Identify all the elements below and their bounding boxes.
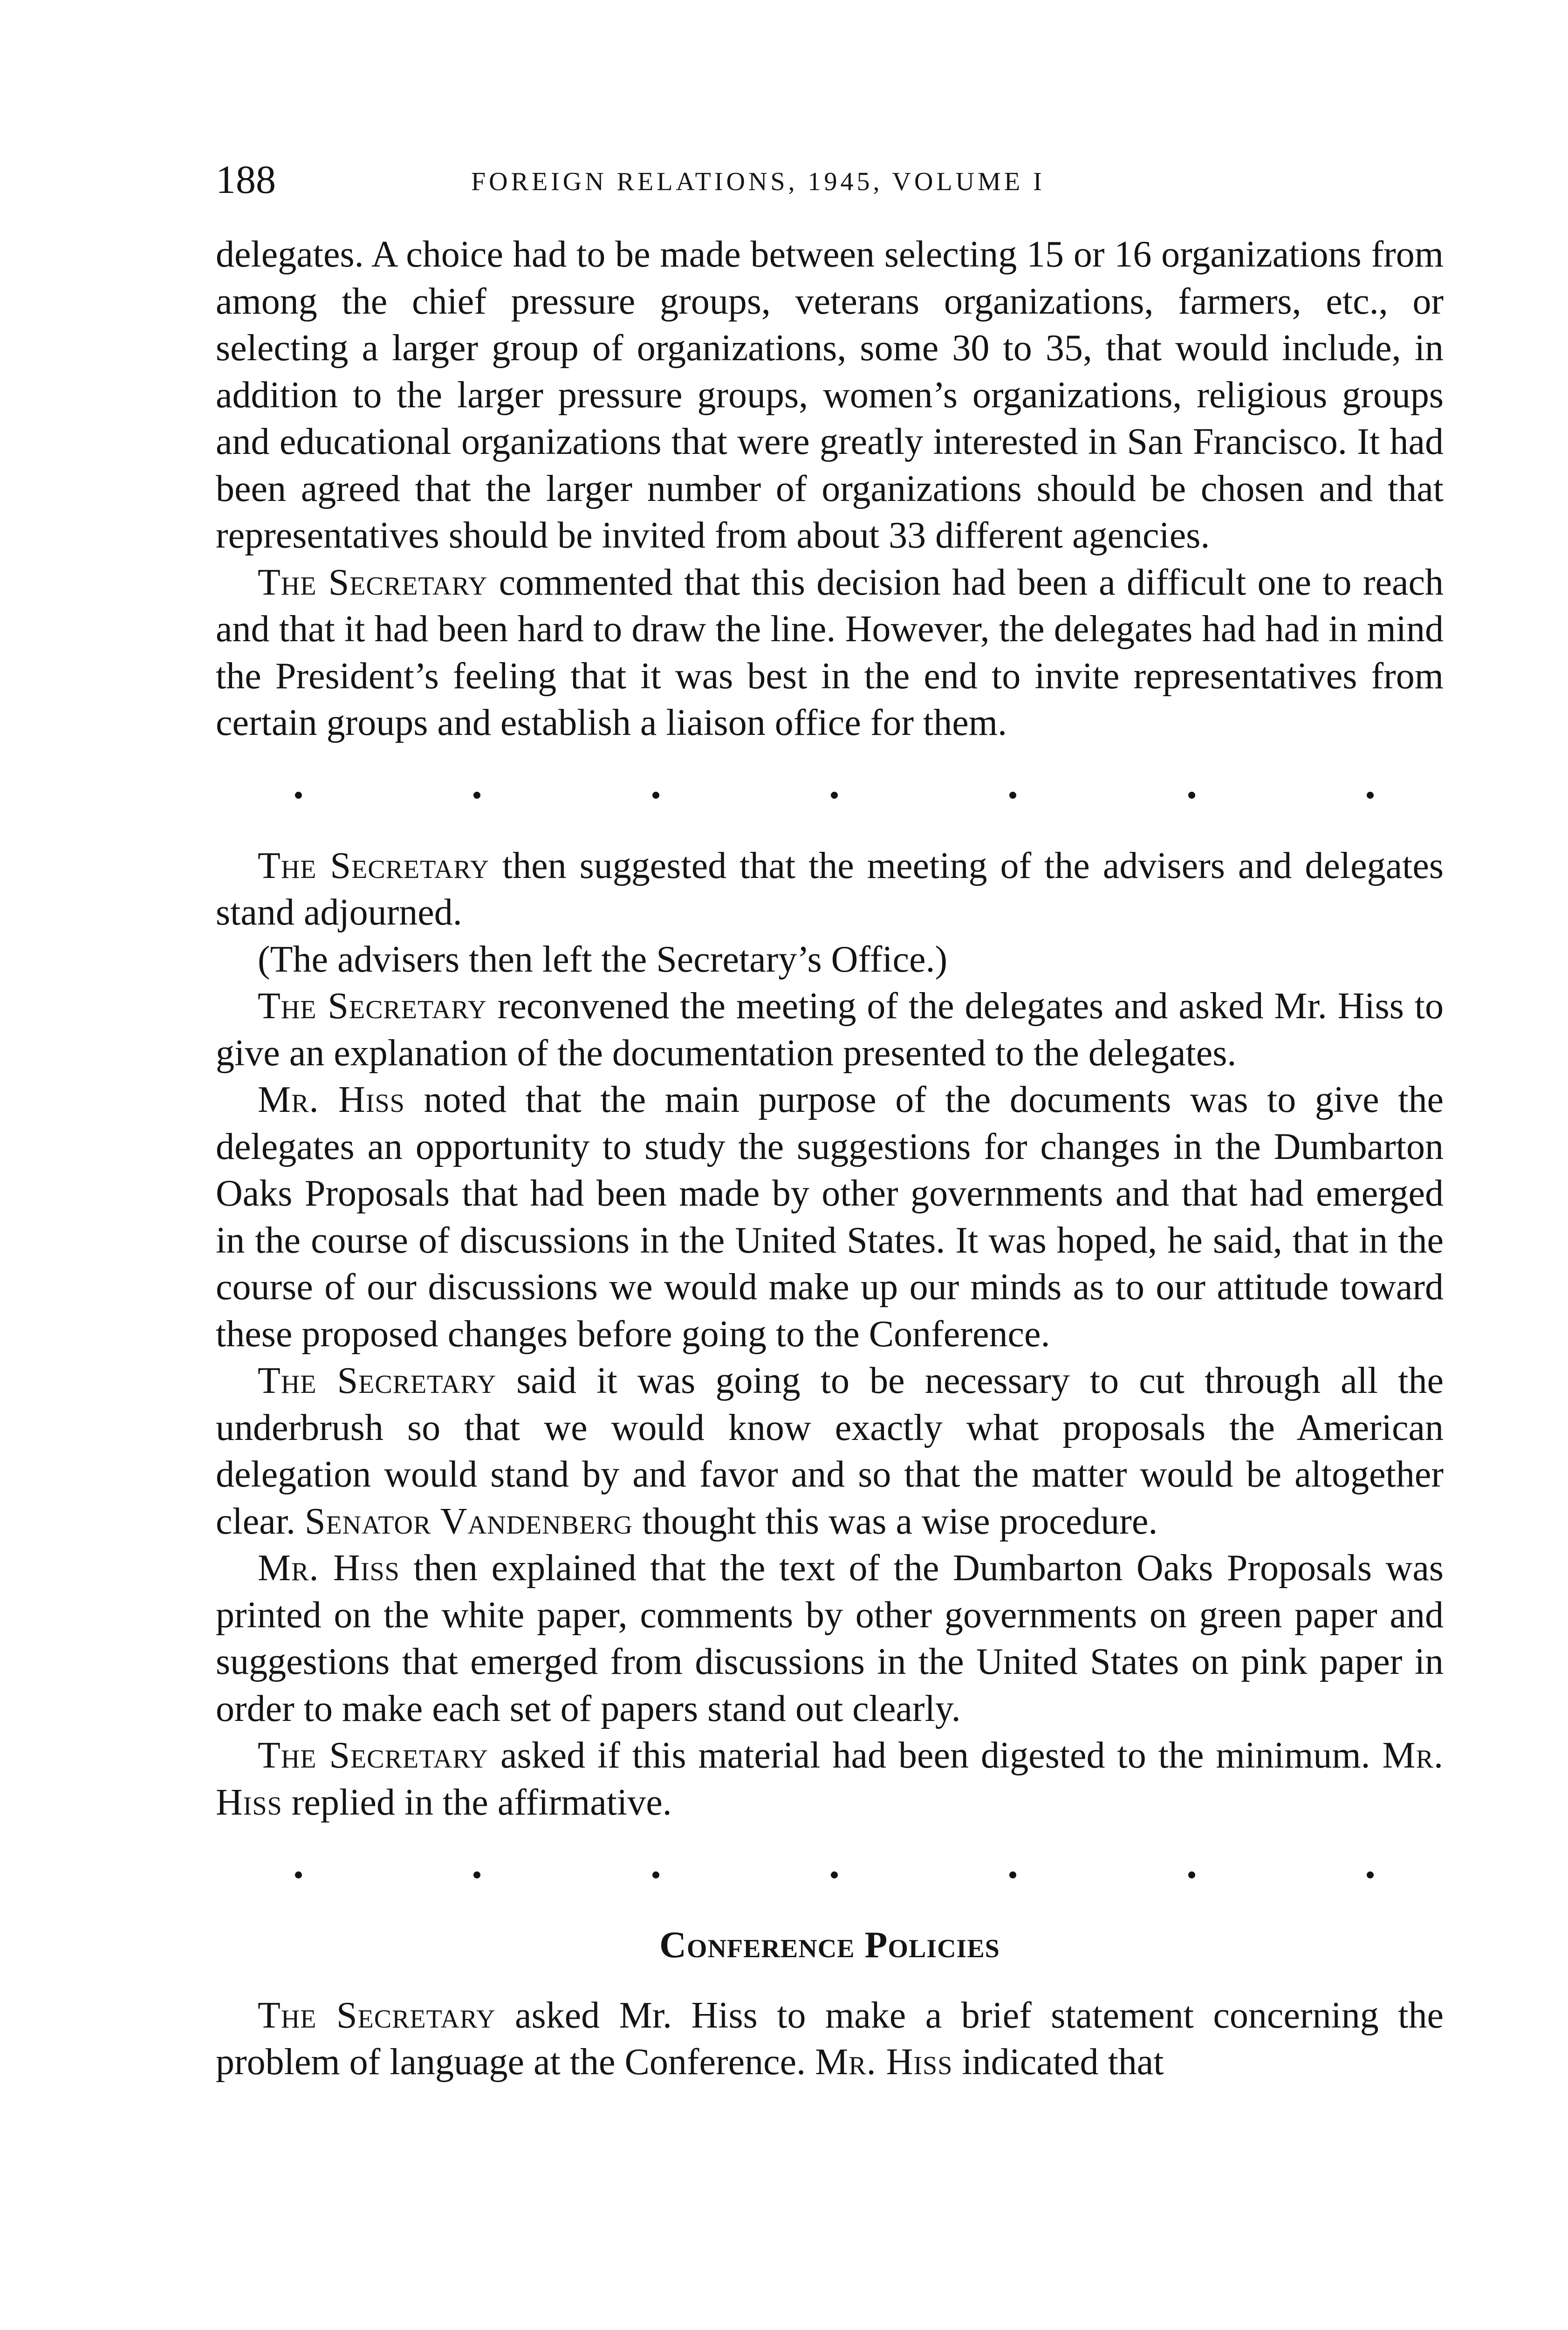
paragraph-language — [216, 1992, 1444, 2086]
ellipsis-dot — [1188, 1871, 1195, 1878]
paragraph-continuation — [216, 231, 1444, 559]
ellipsis-dot — [295, 1871, 302, 1878]
paragraph-secretary-comment — [216, 559, 1444, 747]
paragraph-adjournment — [216, 843, 1444, 936]
speaker-name: The Secretary — [258, 562, 488, 603]
paragraph-text: asked if this material had been digested to the minimum. — [488, 1735, 1383, 1776]
ellipsis-dot — [652, 792, 659, 799]
running-head — [216, 154, 1444, 205]
ellipsis-separator — [216, 1844, 1444, 1905]
ellipsis-dot — [1367, 792, 1374, 799]
section-heading: Conference Policies — [659, 1925, 1000, 1966]
ellipsis-separator — [216, 765, 1444, 826]
ellipsis-dot — [1188, 792, 1195, 799]
document-page — [216, 154, 1444, 2086]
ellipsis-dot — [831, 792, 838, 799]
paragraph-text: reconvened the meeting of the delegates and asked Mr. Hiss to give an explanation of the documentation presented to the delegates. — [216, 986, 1444, 1074]
paragraph-hiss-documents — [216, 1076, 1444, 1357]
speaker-name: Mr. Hiss — [815, 2042, 953, 2083]
ellipsis-dot — [473, 792, 480, 799]
paragraph-text: replied in the affirmative. — [282, 1782, 672, 1823]
paragraph-text: indicated that — [952, 2042, 1164, 2083]
paragraph-text: noted that the main purpose of the documents was to give the delegates an opportunity to study the suggestions for changes in the Dumbarton Oaks Proposals that had been made by other governments and that had emerged in the course of discussions in the United States. It was hoped, he said, that in the course of our discussions we would make up our minds as to our attitude toward these proposed changes before going to the Conference. — [216, 1079, 1444, 1355]
paragraph-reconvene — [216, 983, 1444, 1076]
page-number: 188 — [216, 157, 276, 202]
paragraph-text: said it was going to be necessary to cut through all the underbrush so that we would know exactly what proposals the American delegation would stand by and favor and so that the matter would be altogether clear. — [216, 1360, 1444, 1542]
paragraph-text: delegates. A choice had to be made between selecting 15 or 16 organizations from among the chief pressure groups, veterans organizations, farmers, etc., or selecting a larger group of organizations, some 30 to 35, that would include, in addition to the larger pressure groups, women’s organizations, religious groups and educational organizations that were greatly interested in San Francisco. It had been agreed that the larger number of organizations should be chosen and that representatives should be invited from about 33 different agencies. — [216, 234, 1444, 556]
ellipsis-dot — [295, 792, 302, 799]
running-title: FOREIGN RELATIONS, 1945, VOLUME I — [471, 167, 1045, 196]
speaker-name: Senator Vandenberg — [304, 1501, 633, 1542]
speaker-name: Mr. Hiss — [258, 1548, 400, 1589]
speaker-name: The Secretary — [258, 1735, 488, 1776]
paragraph-text: then suggested that the meeting of the advisers and delegates stand adjourned. — [216, 845, 1444, 933]
speaker-name: Mr. Hiss — [258, 1079, 405, 1120]
ellipsis-dot — [473, 1871, 480, 1878]
speaker-name: The Secretary — [258, 1994, 496, 2036]
speaker-name: The Secretary — [258, 986, 487, 1027]
paragraph-text: asked Mr. Hiss to make a brief statement concerning the problem of language at the Conference. — [216, 1994, 1444, 2083]
ellipsis-dot — [1009, 792, 1016, 799]
speaker-name: The Secretary — [258, 845, 489, 886]
paragraph-paper-colors — [216, 1545, 1444, 1732]
ellipsis-dot — [652, 1871, 659, 1878]
paragraph-stage-note — [216, 936, 1444, 983]
paragraph-text: then explained that the text of the Dumbarton Oaks Proposals was printed on the white paper, comments by other governments on green paper and suggestions that emerged from discussions in the United States on pink paper in order to make each set of papers stand out clearly. — [216, 1548, 1444, 1729]
speaker-name: The Secretary — [258, 1360, 497, 1401]
paragraph-text: (The advisers then left the Secretary’s Office.) — [258, 939, 948, 980]
ellipsis-dot — [1367, 1871, 1374, 1878]
ellipsis-dot — [831, 1871, 838, 1878]
paragraph-text: thought this was a wise procedure. — [633, 1501, 1158, 1542]
paragraph-digested — [216, 1732, 1444, 1826]
ellipsis-dot — [1009, 1871, 1016, 1878]
paragraph-text: commented that this decision had been a difficult one to reach and that it had been hard to draw the line. However, the delegates had had in mind the President’s feeling that it was best in the end to invite representatives from certain groups and establish a liaison office for them. — [216, 562, 1444, 743]
paragraph-underbrush — [216, 1357, 1444, 1545]
speaker-name: Mr. Hiss — [216, 1735, 1444, 1823]
